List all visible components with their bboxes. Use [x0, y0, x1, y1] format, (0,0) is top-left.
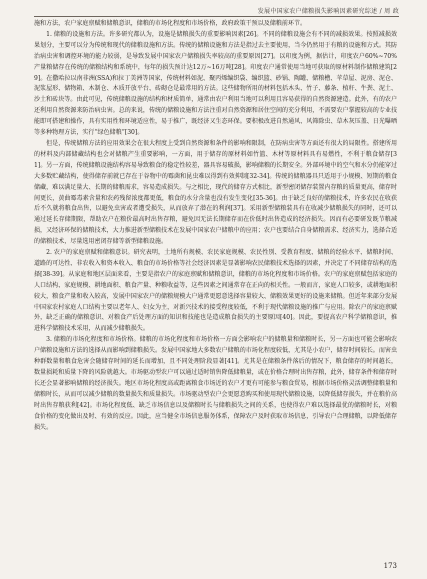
paragraph-traditional-limits: 但是，传统储粮方法的应用效果会在很大程度上受到自然资源和条件的影响和限制，在防病虫害等方面还有很大的局限性。搭建所用的材料及内部储藏结构也会对储粮产生重要影响，一方面，用于储存的原材料如竹篮、木材等原材料具有易燃性，不利于粮食储存[31]。另一方面，传统储粮设施结构容易导致粮食的稳定性较差，器具容易破损，影响储粮的长期安全。外部环境中的空气和水分仍能穿过大多数贮藏结构，使得储存前就已存在于谷物中的霉菌和昆虫难以得到有效抑制[32-34]。传统的储粮器具只适用于小规模、短期的粮食储藏，难以满足量大、长期的储粮需求，容易造成损失。与之相比，现代的储存方式相比，新型密闭储存装置内存粮的质量更高，储存时间更长，黄曲霉毒素含量和农药残留浓度都更低，粮食的水分含量也没有发生变化[35-36]。由于缺乏良好的储粮技术，许多农民在收获后不久就将粮食出售，以避免虫害或者遭受损失，从而放弃了潜在的利润[37]。采用新型储粮装具有在收减少储粮损失的同时，还可以通过延长存储期限，帮助农户在粮价最高时出售存粮，避免因无法长期储存而在价低时出售造成的经济损失。因而有必要研发既节粮减损，又经济环保的储粮技术，大力推进新型储粮技术在发展中国家农户储粮中的应用；农户也要结合自身储粮需求、经济实力，选择合适的储粮技术，尽量选用密闭存储等新型储粮设施。: [34, 139, 397, 246]
paragraph-facilities: 1. 储粮的设施和方法。许多研究都认为，设施是储粮损失的重要影响因素[26]。不同的储粮设施会有不同的减损效果。按照减损效果划分，主要可以分为传统和现代的储粮设施和方法。传统的储粮设施和方法是指过去主要使用，当今仍然用于有粮的设施和方式。其防治病虫害和调控环境的能力较弱，是导致发展中国家农户储粮损失率较高的重要原因[27]。以印度为例，据估计，印度农户60%~70%产量粮储存在传统的储粮结构和系统中，每年的损失预计达12万~16万吨[28]。印度农户通常使用当地可获取的原材料制作储粮建筑[29]。在撒哈拉以南非洲(SSA)和拉丁美洲等国家，传统材料如泥、聚丙烯编织袋、编织篮、砂锅、陶罐、储粮槽、苹草屋、泥房、泥仓、泥浆屋形、储物箱、木制仓、木质开放平台、砖砌仓是最常用的方法。这些储物所用的材料包括木头、竹子、藤条、植秆、牛粪、泥土、沙土和砖块等。由此可见，传统储粮设施的结构和材质简单，通常由农户利用当地可以利用且容易获得的自然资源建造。此外，有的农户还利用自然资源来防治病虫害。总的来说，传统的储粮设施和方法注重对自然资源和居住空间的充分利用，不需要农户掌握较高的专业技能即可搭建和操作，具有实用性和环境适应性，易于推广，既经济又生态环保。要积极改进自然通风、风筛除虫、草木灰压盖、日光曝晒等多种物理方法，实行“绿色储粮”[30]。: [34, 30, 397, 137]
header-rule: [34, 16, 399, 17]
running-head: 发展中国家农户储粮损失影响因素研究综述 / 周 政: [257, 8, 399, 15]
body-text: [34, 19, 397, 433]
paragraph-continued: 施和方法，农户家庭禀赋和储粮意识，储粮的市场化程度和市场价格，政府政策干预以及储粮前环节。: [34, 20, 307, 27]
paragraph-market: 3. 储粮的市场化程度和市场价格。储粮的市场化程度和市场价格一方面会影响农户的储粮量和储粮时长，另一方面也可能会影响农户储粮设施和方法的选择从而影响到储粮损失。发展中国家地大多数农户储粮的市场化程度较低，尤其是小农户，储存时间较长。而害虫种群数量和粮食危害会随储存时间的延长而增加，且不同处理阶段显著[41]。尤其是在储粮条件落后的情况下，粮食储存的时间越长，数量损耗和质量下降的风险就越大。市场驱动型农户可以通过适时销售降低储粮量，或在价格合理时出售存粮，此外，储存条件和储存时长还会显著影响储粮的经济损失。地区市场化程度高或距离粮食市场近的农户才更有可能参与粮食贸易，根据市场价格灵活调整储粮量和储粮时长，从而可以减少储粮的数量损失和质量损失。市场驱动型农户会更愿意购买和使用现代储粮设施，以降低储存损失，并在粮价高时出售存粮获利[42]。市场化程度低、缺乏市场信息以及储粮时长与储粮损失之间的关系，也使得农户难以选择最优的储粮时长，对粮食价格的变化做出及时、有效的反应。因此，应当健全市场信息服务体系，保障农户及时获取市场信息，引导农户合理储粮，以降低储存损失。: [34, 336, 397, 431]
page-number: 173: [383, 562, 397, 570]
paragraph-household-endowment: 2. 农户的家庭禀赋和储粮意识。研究表明，土地所有规模、农民家庭规模、农民性别、受教育程度、储粮的经验水平、储粮时间、道路的可达性、非农收入和资本收入、粮食的市场价格等社会经济因素是显著影响农民储粮技术选择的因素，并决定了不同储存结构的选择[38-39]。从家庭和地区层面来看，主要是指农户的家庭禀赋和储粮意识，储粮的市场化程度和市场价格。农户的家庭禀赋包括家庭的人口结构、家庭规模、耕地面积、粮食产量、种粮收益等，这些因素之间通常存在正向的相关性。一般而言，家庭人口较多，或耕地面积较大，粮食产量和收入较高，发展中国家农户的储粮规模大户通常更愿意选择容量较大、储粮效果更好的设施来储粮。但近年来部分发展中国家农村家庭人口结构主要以老年人、妇女为主，对新兴技术的接受程度较低，不利于现代储粮设施的推广与应用。除农户的家庭禀赋外，缺乏正确的储粮意识、对粮食产后处理方面的知识和技能也是造成粮食损失的主要原因[40]。因此，要提高农户科学储粮意识，推进科学储粮技术采用，从而减少储粮损失。: [34, 249, 397, 333]
